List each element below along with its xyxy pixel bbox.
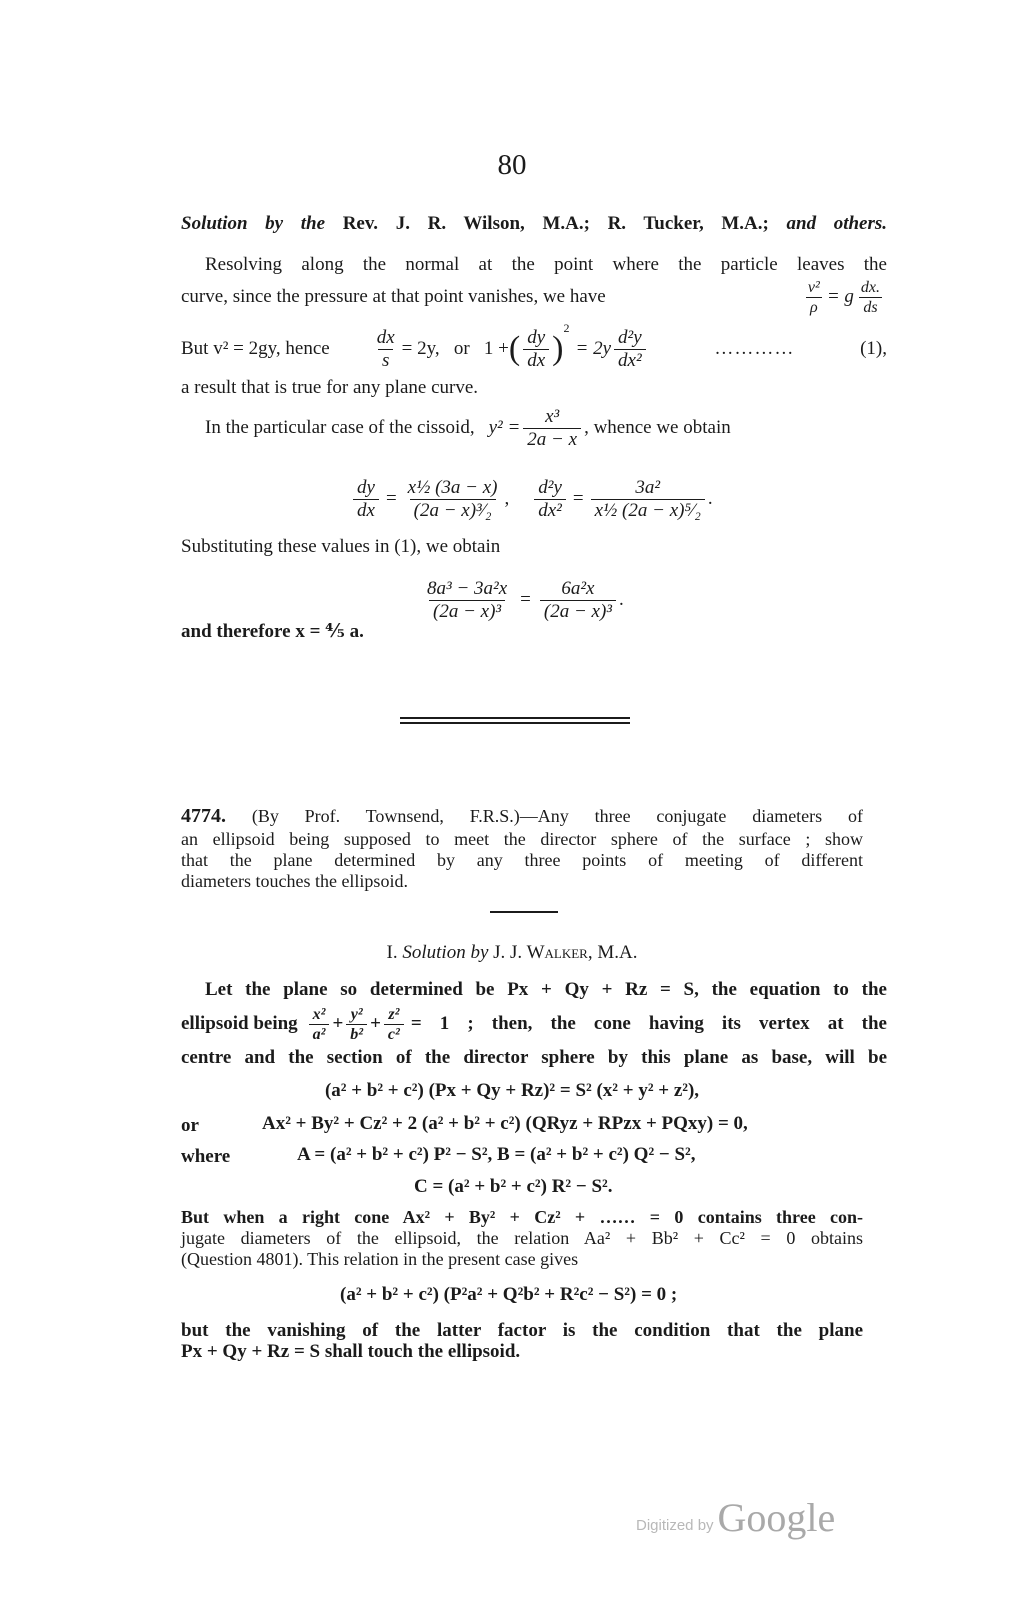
equation-d: C = (a² + b² + c²) R² − S². (414, 1176, 613, 1197)
question-line (181, 806, 863, 827)
fraction-numerator: dx (376, 326, 395, 348)
double-rule-top (400, 717, 630, 719)
fraction-numerator: dy (357, 476, 375, 498)
fraction-first-derivative (404, 478, 502, 521)
equation-1: But v² = 2gy, hence $\frac{dx}{s}$ = 2y, or 1 + ( $\frac{dy}{dx}$ ) 2 = 2y $\frac{\text{d²y}}{\text{dx²}}$ ………… (1), (181, 321, 887, 371)
heading-solution: Solution by (402, 942, 489, 963)
heading-name: J. J. Walker, M.A. (493, 942, 638, 963)
equation-text: = 2y, or 1 + (401, 338, 509, 359)
fraction-denominator: dx² (534, 499, 566, 521)
fraction-d2y-dx2 (534, 478, 566, 521)
equation-ellipsoid-line (181, 998, 887, 1050)
short-rule (490, 911, 558, 913)
paragraph-line: Substituting these values in (1), we obtain (181, 536, 501, 557)
fraction-numerator: 3a² (635, 476, 661, 498)
fraction-denominator: c² (384, 1024, 404, 1043)
fraction-numerator: x³ (545, 405, 560, 427)
paragraph-text: curve, since the pressure at that point vanishes, we have (181, 286, 606, 307)
equation-result (420, 573, 624, 627)
equation-text: = g (826, 286, 854, 307)
fraction-dx-ds (857, 279, 884, 316)
plus-sign: + (370, 1013, 381, 1034)
paragraph-text: ellipsoid being (181, 1013, 298, 1034)
heading-number: I. (386, 942, 398, 963)
question-line: an ellipsoid being supposed to meet the director sphere of the surface ; show (181, 829, 863, 849)
fraction-numerator: d²y (538, 476, 562, 498)
fraction-z2-c2 (384, 1006, 404, 1043)
solution-header-names: Rev. J. R. Wilson, M.A.; R. Tucker, M.A.; (342, 213, 769, 234)
fraction-numerator: 6a²x (561, 577, 595, 599)
equation-pressure-line (181, 268, 887, 326)
page-number: 80 (497, 149, 527, 181)
fraction-dy-dx (353, 478, 379, 521)
fraction-second-derivative (591, 478, 705, 521)
equation-cissoid (205, 402, 887, 454)
fraction-numerator: x² (312, 1005, 326, 1023)
fraction-denominator: a² (309, 1024, 330, 1043)
fraction-denominator: x½ (2a − x)⁵⁄₂ (591, 499, 705, 521)
fraction-denominator: s (378, 349, 393, 371)
equals-sign: = (520, 589, 531, 610)
fraction-cissoid (523, 407, 581, 450)
solution-heading (0, 941, 1024, 965)
google-logo: Google (717, 1495, 836, 1540)
fraction-d2y-dx2 (614, 328, 646, 371)
equation-derivatives (350, 472, 713, 526)
fraction-denominator: (2a − x)³⁄₂ (410, 499, 496, 521)
question-text: (By Prof. Townsend, F.R.S.)—Any three conjugate diameters of (251, 806, 863, 826)
fraction-denominator: ρ (806, 297, 822, 316)
paragraph-text: , whence we obtain (584, 417, 731, 438)
fraction-numerator: dy (527, 326, 546, 348)
fraction-dx-s (373, 328, 399, 371)
paragraph-line: Resolving along the normal at the point where the particle leaves the (205, 254, 887, 275)
fraction-denominator: 2a − x (523, 428, 581, 450)
double-rule-bottom (400, 722, 630, 724)
equation-text: = 2y (575, 338, 612, 359)
equals-sign: = (385, 488, 397, 509)
equation-b: Ax² + By² + Cz² + 2 (a² + b² + c²) (QRyz + RPzx + PQxy) = 0, (262, 1113, 748, 1134)
plus-sign: + (332, 1013, 344, 1034)
fraction-x2-a2 (309, 1006, 330, 1043)
fraction-denominator: dx (523, 349, 549, 371)
paragraph-line: a result that is true for any plane curve. (181, 377, 479, 398)
fraction-denominator: (2a − x)³ (540, 600, 616, 622)
question-line: diameters touches the ellipsoid. (181, 871, 408, 891)
fraction-numerator: 8a³ − 3a²x (427, 577, 508, 599)
digitized-by-text: Digitized by (636, 1517, 714, 1534)
equation-lead: But v² = 2gy, hence (181, 338, 330, 359)
fraction-numerator: x½ (3a − x) (407, 476, 498, 498)
fraction-numerator: dx. (860, 278, 880, 296)
where-label: where (181, 1146, 231, 1167)
fraction-denominator: ds (859, 297, 881, 316)
fraction-denominator: (2a − x)³ (429, 600, 505, 622)
period: . (707, 488, 713, 509)
fraction-denominator: dx (353, 499, 379, 521)
paragraph-line: but the vanishing of the latter factor is the condition that the plane (181, 1320, 863, 1341)
or-label: or (181, 1115, 199, 1136)
fraction-y2-b2 (346, 1006, 367, 1043)
question-line: that the plane determined by any three points of meeting of different (181, 850, 863, 870)
paragraph-line: (Question 4801). This relation in the present case gives (181, 1249, 579, 1269)
paragraph-line: jugate diameters of the ellipsoid, the relation Aa² + Bb² + Cc² = 0 obtains (181, 1228, 863, 1248)
equation-text: y² = (488, 417, 521, 438)
fraction-denominator: dx² (614, 349, 646, 371)
equation-label: (1), (860, 338, 887, 359)
fraction-result-lhs (423, 579, 511, 622)
separator: , (504, 488, 510, 509)
paragraph-line: Let the plane so determined be Px + Qy + Rz = S, the equation to the (205, 979, 887, 1000)
fraction-numerator: z² (388, 1005, 400, 1023)
solution-header-outro: and others. (786, 213, 888, 234)
paren-open: ( (508, 330, 521, 367)
paragraph-line: centre and the section of the director sphere by this plane as base, will be (181, 1047, 887, 1068)
question-number: 4774. (181, 805, 226, 827)
fraction-numerator: d²y (618, 326, 642, 348)
fraction-denominator: b² (346, 1024, 367, 1043)
equation-e: (a² + b² + c²) (P²a² + Q²b² + R²c² − S²) = 0 ; (340, 1284, 678, 1305)
paren-close: ) (552, 330, 564, 367)
paragraph-line: and therefore x = ⅘ a. (181, 621, 364, 642)
paragraph-text: In the particular case of the cissoid, (205, 417, 475, 438)
fraction-v2-rho (804, 279, 824, 316)
solution-header (181, 212, 887, 236)
equals-sign: = (572, 488, 584, 509)
equation-c: A = (a² + b² + c²) P² − S², B = (a² + b² + c²) Q² − S², (297, 1144, 696, 1165)
period: . (618, 589, 624, 610)
equation-a: (a² + b² + c²) (Px + Qy + Rz)² = S² (x² + y² + z²), (324, 1080, 700, 1101)
solution-header-intro: Solution by the (181, 213, 326, 234)
paragraph-text: = 1 ; then, the cone having its vertex at the (410, 1013, 887, 1034)
fraction-result-rhs (540, 579, 616, 622)
paragraph-line: But when a right cone Ax² + By² + Cz² + …… = 0 contains three con- (181, 1207, 863, 1227)
fraction-numerator: v² (807, 278, 820, 296)
fraction-numerator: y² (350, 1005, 363, 1023)
digitized-by-watermark (636, 1496, 835, 1540)
paragraph-line: Px + Qy + Rz = S shall touch the ellipsoid. (181, 1341, 521, 1362)
fraction-dy-dx (523, 328, 549, 371)
dotted-leader: ………… (714, 338, 795, 359)
